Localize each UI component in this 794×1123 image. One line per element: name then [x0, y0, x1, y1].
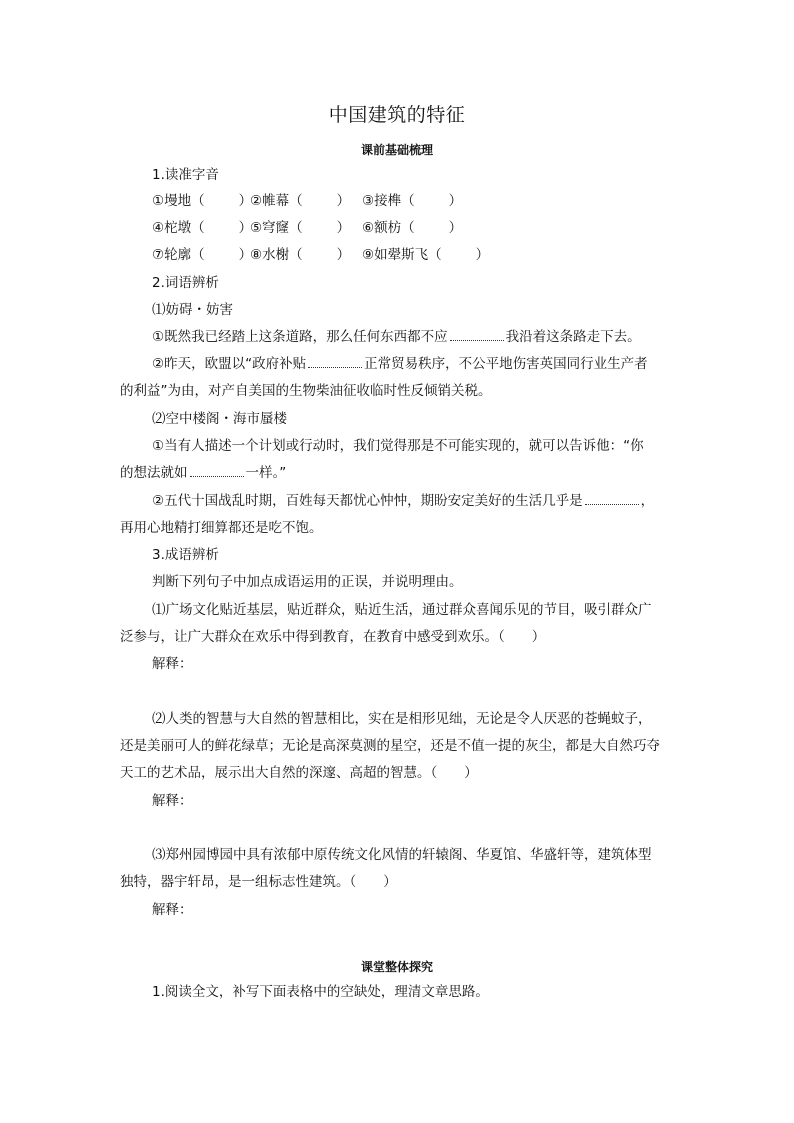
- pinyin-item-6: ⑥额枋（ ）: [362, 220, 463, 236]
- q2-heading: 2.词语辨析: [152, 275, 219, 291]
- pinyin-item-3: ③接榫（ ）: [362, 193, 463, 209]
- answer-blank[interactable]: [585, 492, 639, 505]
- q3-item-1-explain: 解释：: [152, 656, 193, 672]
- q3-item-2: ⑵人类的智慧与大自然的智慧相比，实在是相形见绌，无论是令人厌恶的苍蝇蚊子，: [152, 711, 652, 727]
- q2-sentence-2-cont: 的利益”为由，对产自美国的生物柴油征收临时性反倾销关税。: [120, 383, 492, 399]
- q3-item-1: ⑴广场文化贴近基层，贴近群众，贴近生活，通过群众喜闻乐见的节目，吸引群众广: [152, 602, 652, 618]
- pinyin-item-8: ⑧水榭（ ）: [250, 247, 351, 263]
- q2-group-1-title: ⑴妨碍・妨害: [152, 302, 233, 318]
- q2-sentence-1: ①既然我已经踏上这条道路，那么任何东西都不应 我沿着这条路走下去。: [152, 329, 641, 345]
- q2-sentence-3: ①当有人描述一个计划或行动时，我们觉得那是不可能实现的，就可以告诉他：“你: [152, 438, 644, 454]
- q3-item-2-cont-2: 天工的艺术品，展示出大自然的深邃、高超的智慧。（ ）: [120, 765, 478, 781]
- answer-blank[interactable]: [308, 355, 362, 368]
- q2-sentence-3-cont: 的想法就如 一样。”: [120, 465, 287, 481]
- q2-sentence-4: ②五代十国战乱时期，百姓每天都忧心忡忡，期盼安定美好的生活几乎是 ，: [152, 493, 655, 509]
- q2-sentence-2: ②昨天，欧盟以“政府补贴 正常贸易秩序，不公平地伤害英国同行业生产者: [152, 356, 648, 372]
- q3-item-1-cont: 泛参与，让广大群众在欢乐中得到教育，在教育中感受到欢乐。（ ）: [120, 629, 546, 645]
- pinyin-item-2: ②帷幕（ ）: [250, 193, 351, 209]
- pinyin-item-1: ①墁地（ ）: [152, 193, 253, 209]
- q2-group-2-title: ⑵空中楼阁・海市蜃楼: [152, 411, 287, 427]
- section-heading-in-class: 课堂整体探究: [360, 960, 433, 974]
- section-heading-pre-class: 课前基础梳理: [360, 143, 433, 157]
- pinyin-item-5: ⑤穹窿（ ）: [250, 220, 351, 236]
- page-title: 中国建筑的特征: [328, 104, 466, 126]
- q4-instruction: 1.阅读全文，补写下面表格中的空缺处，理清文章思路。: [152, 984, 489, 1000]
- answer-blank[interactable]: [190, 464, 244, 477]
- pinyin-item-9: ⑨如翚斯飞（ ）: [362, 247, 490, 263]
- q3-item-3-cont: 独特，器宇轩昂，是一组标志性建筑。（ ）: [120, 874, 397, 890]
- q3-item-3: ⑶郑州园博园中具有浓郁中原传统文化风情的轩辕阁、华夏馆、华盛轩等，建筑体型: [152, 847, 652, 863]
- q2-sentence-4-cont: 再用心地精打细算都还是吃不饱。: [120, 520, 323, 536]
- q3-item-2-explain: 解释：: [152, 793, 193, 809]
- answer-blank[interactable]: [450, 328, 504, 341]
- q3-heading: 3.成语辨析: [152, 547, 219, 563]
- q3-instructions: 判断下列句子中加点成语运用的正误，并说明理由。: [152, 574, 463, 590]
- pinyin-item-7: ⑦轮廓（ ）: [152, 247, 253, 263]
- pinyin-item-4: ④柁墩（ ）: [152, 220, 253, 236]
- q1-heading: 1.读准字音: [152, 167, 219, 183]
- q3-item-3-explain: 解释：: [152, 902, 193, 918]
- q3-item-2-cont: 还是美丽可人的鲜花绿草；无论是高深莫测的星空，还是不值一提的灰尘，都是大自然巧夺: [120, 738, 660, 754]
